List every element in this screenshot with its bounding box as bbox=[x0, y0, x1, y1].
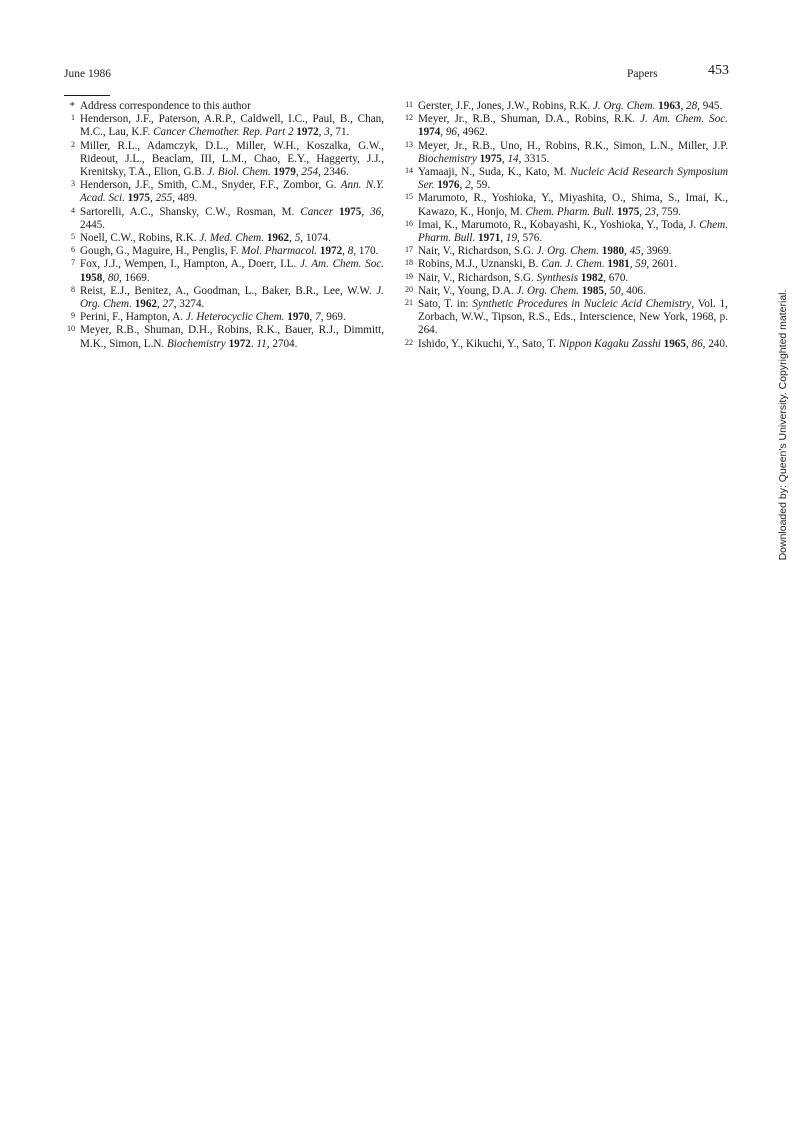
reference-number: 9 bbox=[71, 311, 75, 321]
reference-year: 1972 bbox=[228, 337, 251, 350]
reference-number: 18 bbox=[405, 258, 413, 268]
reference-text: Reist, E.J., Benitez, A., Goodman, L., Baker, B.R., Lee, W.W. bbox=[80, 284, 377, 297]
reference-text: , 489. bbox=[172, 192, 198, 205]
reference-year: 1975 bbox=[616, 205, 640, 218]
reference-journal: 23 bbox=[644, 205, 656, 218]
reference-entry bbox=[402, 338, 728, 351]
reference-text: , 2601. bbox=[646, 258, 678, 271]
reference-year: 1975 bbox=[127, 192, 150, 205]
reference-entry bbox=[402, 245, 728, 258]
reference-entry bbox=[402, 140, 728, 166]
reference-number: 13 bbox=[405, 139, 413, 149]
reference-year: 1972 bbox=[296, 126, 319, 139]
reference-journal: J. Org. Chem. bbox=[536, 245, 599, 258]
reference-text: , 3969. bbox=[640, 245, 672, 258]
reference-year: 1981 bbox=[607, 258, 630, 271]
reference-journal: 50 bbox=[609, 284, 621, 297]
reference-text: , bbox=[603, 284, 610, 297]
reference-text: Robins, M.J., Uznanski, B. bbox=[418, 258, 542, 271]
reference-journal: 45 bbox=[629, 245, 641, 258]
reference-text: , 4962. bbox=[457, 126, 488, 139]
reference-text: . bbox=[250, 337, 257, 350]
reference-journal: J. Org. Chem. bbox=[516, 284, 579, 297]
reference-journal: Biochemistry bbox=[166, 337, 226, 350]
reference-journal: 255 bbox=[155, 192, 173, 205]
reference-text: Ishido, Y., Kikuchi, Y., Sato, T. bbox=[418, 337, 559, 350]
reference-year: 1963 bbox=[658, 100, 681, 112]
reference-entry bbox=[402, 113, 728, 139]
reference-year: 1971 bbox=[478, 232, 501, 245]
reference-text: , 576. bbox=[517, 232, 543, 245]
reference-journal: J. Am. Chem. Soc. bbox=[640, 113, 729, 126]
reference-entry bbox=[402, 219, 728, 245]
reference-number: 5 bbox=[71, 232, 75, 242]
reference-entry bbox=[402, 166, 728, 192]
reference-text: , bbox=[440, 126, 446, 139]
reference-text: Sato, T. in: bbox=[418, 298, 473, 311]
reference-text: , 3315. bbox=[518, 152, 550, 165]
reference-journal: Cancer Chemother. Rep. Part 2 bbox=[153, 126, 294, 139]
reference-journal: J. Org. Chem. bbox=[80, 284, 384, 311]
reference-entry bbox=[402, 258, 728, 271]
page-number: 453 bbox=[708, 63, 729, 78]
reference-text: Henderson, J.F., Smith, C.M., Snyder, F.F., Zombor, G. bbox=[80, 179, 341, 192]
reference-journal: 36 bbox=[370, 205, 382, 218]
reference-entry bbox=[64, 324, 384, 350]
reference-journal: J. Heterocyclic Chem. bbox=[185, 311, 285, 324]
reference-year: 1982 bbox=[580, 271, 604, 284]
reference-year: 1975 bbox=[339, 205, 362, 218]
reference-year: 1962 bbox=[134, 298, 157, 311]
reference-text: , bbox=[309, 311, 316, 324]
reference-text: , bbox=[295, 166, 302, 179]
reference-text: Nair, V., Richardson, S.G. bbox=[418, 271, 537, 284]
reference-entry bbox=[64, 311, 384, 324]
reference-text: Fox, J.J., Wempen, I., Hampton, A., Doerr, I.L. bbox=[80, 258, 300, 271]
reference-text: Yamaaji, N., Suda, K., Kato, M. bbox=[418, 166, 571, 179]
reference-journal: 8 bbox=[347, 245, 354, 258]
reference-entry bbox=[402, 285, 728, 298]
running-header-section: Papers bbox=[627, 68, 658, 80]
download-watermark: Downloaded by: Queen's University. Copyrighted material. bbox=[777, 289, 789, 561]
reference-text: , bbox=[501, 152, 508, 165]
reference-journal: 11 bbox=[256, 337, 267, 350]
reference-text: , bbox=[500, 232, 506, 245]
reference-journal: Nippon Kagaku Zasshi bbox=[558, 337, 661, 350]
reference-year: 1985 bbox=[581, 284, 604, 297]
reference-entry bbox=[64, 179, 384, 205]
reference-text: , 71. bbox=[329, 126, 350, 139]
reference-year: 1958 bbox=[80, 271, 103, 284]
reference-journal: 19 bbox=[505, 232, 518, 245]
reference-text: Miller, R.L., Adamczyk, D.L., Miller, W.H., Koszalka, G.W., Rideout, J.L., Beaclam, III, L.M., Chao, E.Y., Haggerty, J.J., Krenitsky, T.A., Elion, G.B. bbox=[80, 139, 384, 179]
reference-entry bbox=[64, 258, 384, 284]
reference-number: 8 bbox=[71, 284, 75, 294]
reference-year: 1972 bbox=[319, 245, 343, 258]
reference-text: Gerster, J.F., Jones, J.W., Robins, R.K. bbox=[418, 100, 593, 112]
reference-entry bbox=[64, 206, 384, 232]
reference-text: , 59. bbox=[470, 179, 491, 192]
reference-journal: Synthetic Procedures in Nucleic Acid Chemistry bbox=[472, 298, 692, 311]
reference-text: Gough, G., Maguire, H., Penglis, F. bbox=[80, 245, 242, 258]
reference-entry bbox=[402, 298, 728, 338]
reference-number: 17 bbox=[405, 245, 413, 255]
reference-text: Perini, F., Hampton, A. bbox=[80, 311, 186, 324]
reference-text: , 2704. bbox=[266, 337, 298, 350]
reference-text: Noell, C.W., Robins, R.K. bbox=[80, 232, 200, 245]
reference-text: Meyer, Jr., R.B., Shuman, D.A., Robins, R.K. bbox=[418, 113, 641, 126]
references-right-column bbox=[402, 100, 728, 351]
reference-text: , bbox=[685, 337, 692, 350]
reference-journal: 96 bbox=[445, 126, 457, 139]
reference-number: 6 bbox=[71, 245, 75, 255]
reference-number: 15 bbox=[405, 192, 413, 202]
reference-text: , 406. bbox=[620, 284, 646, 297]
reference-text: Henderson, J.F., Paterson, A.R.P., Caldwell, I.C., Paul, B., Chan, M.C., Lau, K.F. bbox=[80, 113, 384, 139]
reference-journal: 7 bbox=[315, 311, 321, 324]
reference-text: , 170. bbox=[353, 245, 379, 258]
reference-text: Address correspondence to this author bbox=[80, 100, 251, 112]
reference-text: , bbox=[639, 205, 645, 218]
reference-year: 1962 bbox=[266, 232, 290, 245]
reference-text: , Vol. 1, Zorbach, W.W., Tipson, R.S., Eds., Interscience, New York, 1968, p. 264. bbox=[418, 298, 728, 337]
reference-text: , bbox=[156, 298, 163, 311]
reference-journal: 2 bbox=[465, 179, 471, 192]
reference-entry bbox=[402, 192, 728, 218]
reference-year: 1979 bbox=[273, 166, 296, 179]
reference-number: 19 bbox=[405, 271, 413, 281]
reference-text: , 3274. bbox=[173, 298, 205, 311]
reference-number: 21 bbox=[405, 298, 413, 308]
reference-number: 2 bbox=[71, 139, 75, 149]
reference-journal: Nucleic Acid Research Symposium Ser. bbox=[418, 166, 728, 192]
reference-text: , 969. bbox=[320, 311, 346, 324]
reference-journal: Chem. Pharm. Bull. bbox=[525, 205, 615, 218]
reference-text: , bbox=[680, 100, 687, 112]
reference-text: , 2346. bbox=[318, 166, 349, 179]
reference-entry bbox=[64, 285, 384, 311]
reference-text: , 1669. bbox=[119, 271, 150, 284]
reference-text: , bbox=[361, 205, 371, 218]
reference-journal: Chem. Pharm. Bull. bbox=[418, 218, 728, 245]
reference-journal: Mol. Pharmacol. bbox=[241, 245, 318, 258]
reference-entry bbox=[402, 100, 728, 113]
reference-entry bbox=[64, 113, 384, 139]
reference-journal: J. Org. Chem. bbox=[592, 100, 656, 112]
reference-number: 10 bbox=[67, 324, 75, 334]
reference-text: , 1074. bbox=[300, 232, 331, 245]
reference-year: 1976 bbox=[437, 179, 460, 192]
reference-journal: 80 bbox=[107, 271, 119, 284]
reference-journal: Cancer bbox=[300, 205, 334, 218]
reference-journal: 59 bbox=[635, 258, 647, 271]
reference-number: 20 bbox=[405, 284, 413, 294]
reference-year: 1965 bbox=[663, 337, 686, 350]
reference-year: 1980 bbox=[601, 245, 625, 258]
reference-text: , bbox=[318, 126, 325, 139]
reference-journal: 28 bbox=[686, 100, 698, 112]
reference-journal: 86 bbox=[691, 337, 703, 350]
reference-journal: 5 bbox=[294, 232, 301, 245]
reference-number: 3 bbox=[71, 179, 75, 189]
reference-text: Marumoto, R., Yoshioka, Y., Miyashita, O., Shima, S., Imai, K., Kawazo, K., Honjo, M. bbox=[418, 192, 728, 218]
reference-text: Meyer, Jr., R.B., Uno, H., Robins, R.K., Simon, L.N., Miller, J.P. bbox=[418, 139, 728, 152]
reference-text: , 2445. bbox=[80, 205, 384, 231]
reference-number: * bbox=[69, 100, 75, 112]
reference-text: , bbox=[624, 245, 630, 258]
reference-year: 1974 bbox=[418, 126, 441, 139]
reference-text: , bbox=[459, 179, 466, 192]
reference-text: , 759. bbox=[655, 205, 682, 218]
reference-text: , bbox=[149, 192, 156, 205]
reference-text: , 670. bbox=[603, 271, 629, 284]
reference-year: 1975 bbox=[479, 152, 502, 165]
reference-number: 16 bbox=[405, 218, 413, 228]
reference-year: 1970 bbox=[287, 311, 310, 324]
reference-journal: 14 bbox=[507, 152, 519, 165]
reference-journal: J. Biol. Chem. bbox=[207, 166, 271, 179]
reference-journal: 27 bbox=[162, 298, 174, 311]
reference-journal: Can. J. Chem. bbox=[541, 258, 605, 271]
reference-text: , bbox=[342, 245, 348, 258]
reference-text: , bbox=[629, 258, 636, 271]
reference-entry bbox=[64, 245, 384, 258]
reference-number: 1 bbox=[71, 113, 75, 123]
reference-entry bbox=[64, 140, 384, 180]
running-header-date: June 1986 bbox=[64, 68, 111, 80]
reference-number: 12 bbox=[405, 113, 413, 123]
reference-text: Nair, V., Richardson, S.G. bbox=[418, 245, 537, 258]
reference-text: Nair, V., Young, D.A. bbox=[418, 284, 517, 297]
reference-number: 14 bbox=[405, 166, 413, 176]
reference-journal: Ann. N.Y. Acad. Sci. bbox=[80, 179, 384, 205]
reference-text: , bbox=[102, 271, 108, 284]
reference-number: 4 bbox=[71, 205, 75, 215]
references-left-column bbox=[64, 100, 384, 351]
reference-number: 22 bbox=[405, 337, 413, 347]
reference-journal: 3 bbox=[324, 126, 330, 139]
reference-entry bbox=[402, 272, 728, 285]
reference-text: , 945. bbox=[697, 100, 723, 112]
reference-entry bbox=[64, 232, 384, 245]
reference-text: Imai, K., Marumoto, R., Kobayashi, K., Yoshioka, Y., Toda, J. bbox=[418, 218, 700, 231]
reference-journal: 254 bbox=[301, 166, 319, 179]
reference-journal: J. Am. Chem. Soc. bbox=[299, 258, 385, 271]
reference-journal: Biochemistry bbox=[418, 152, 477, 165]
reference-entry bbox=[64, 100, 384, 113]
reference-journal: J. Med. Chem. bbox=[199, 232, 265, 245]
reference-journal: Synthesis bbox=[536, 271, 579, 284]
reference-text: Meyer, R.B., Shuman, D.H., Robins, R.K., Bauer, R.J., Dimmitt, M.K., Simon, L.N. bbox=[80, 324, 384, 350]
reference-number: 11 bbox=[405, 100, 413, 109]
reference-text: , bbox=[289, 232, 295, 245]
reference-text: Sartorelli, A.C., Shansky, C.W., Rosman, M. bbox=[80, 205, 301, 218]
reference-number: 7 bbox=[71, 258, 75, 268]
reference-text: , 240. bbox=[702, 337, 728, 350]
footnote-rule bbox=[64, 95, 110, 96]
